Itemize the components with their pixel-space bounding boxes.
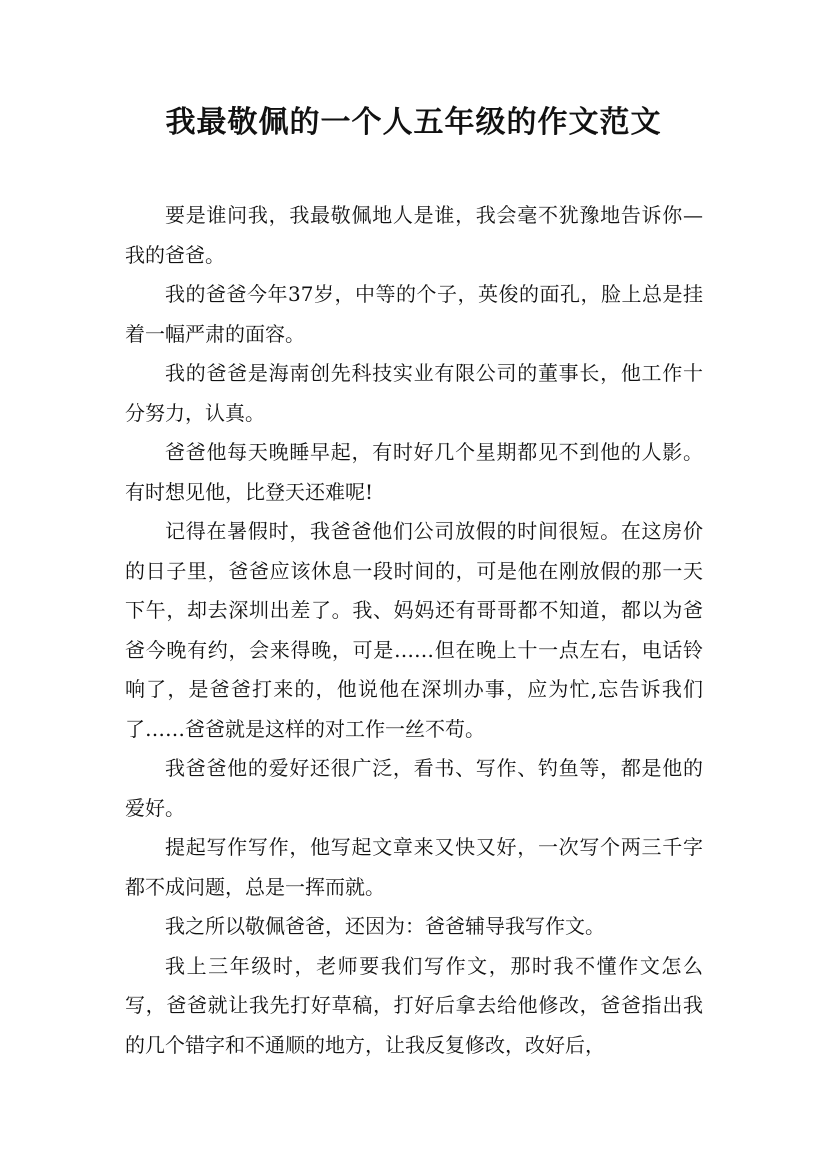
document-body (125, 196, 703, 1065)
paragraph: 要是谁问我，我最敬佩地人是谁，我会毫不犹豫地告诉你—我的爸爸。 (125, 203, 703, 267)
document-title: 我最敬佩的一个人五年级的作文范文 (165, 105, 662, 140)
paragraph: 记得在暑假时，我爸爸他们公司放假的时间很短。在这房价的日子里，爸爸应该休息一段时间的，可是他在刚放假的那一天下午，却去深圳出差了。我、妈妈还有哥哥都不知道，都以为爸爸今晚有约，会来得晚，可是……但在晚上十一点左右，电话铃响了，是爸爸打来的，他说他在深圳办事，应为忙,忘告诉我们了……爸爸就是这样的对工作一丝不苟。 (125, 519, 703, 741)
paragraph: 提起写作写作，他写起文章来又快又好，一次写个两三千字都不成问题，总是一挥而就。 (125, 835, 703, 899)
paragraph: 我上三年级时，老师要我们写作文，那时我不懂作文怎么写，爸爸就让我先打好草稿，打好后拿去给他修改，爸爸指出我的几个错字和不通顺的地方，让我反复修改，改好后， (125, 953, 703, 1057)
paragraph: 我的爸爸是海南创先科技实业有限公司的董事长，他工作十分努力，认真。 (125, 361, 703, 425)
paragraph: 爸爸他每天晚睡早起，有时好几个星期都见不到他的人影。有时想见他，比登天还难呢! (125, 440, 703, 504)
paragraph: 我的爸爸今年37岁，中等的个子，英俊的面孔，脸上总是挂着一幅严肃的面容。 (125, 282, 703, 346)
paragraph: 我爸爸他的爱好还很广泛，看书、写作、钓鱼等，都是他的爱好。 (125, 756, 703, 820)
paragraph: 我之所以敬佩爸爸，还因为：爸爸辅导我写作文。 (165, 914, 605, 938)
